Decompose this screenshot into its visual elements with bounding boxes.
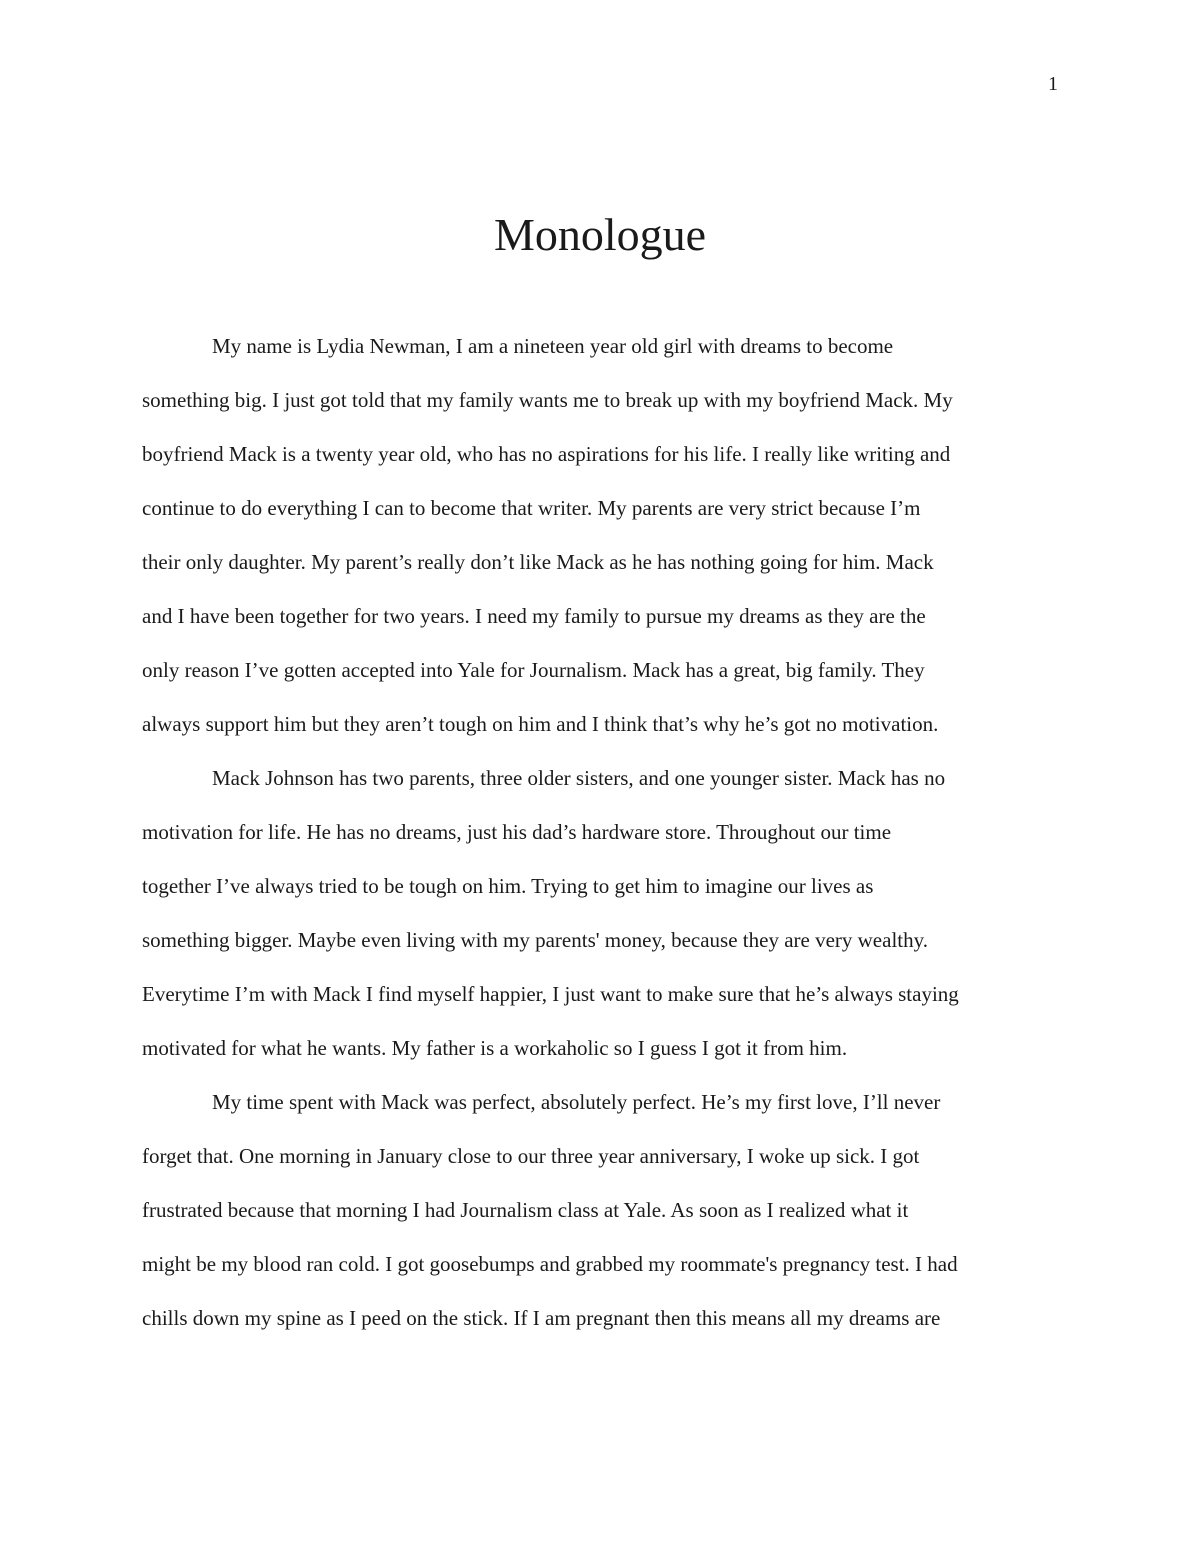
text-line: only reason I’ve gotten accepted into Yale for Journalism. Mack has a great, big family. They (142, 658, 925, 682)
text-line: together I’ve always tried to be tough on him. Trying to get him to imagine our lives as (142, 874, 874, 898)
text-line: something bigger. Maybe even living with my parents' money, because they are very wealthy. (142, 928, 929, 952)
text-line: and I have been together for two years. I need my family to pursue my dreams as they are the (142, 604, 926, 628)
text-line: their only daughter. My parent’s really don’t like Mack as he has nothing going for him. Mack (142, 550, 934, 574)
document-title: Monologue (493, 209, 707, 260)
text-line: chills down my spine as I peed on the stick. If I am pregnant then this means all my dreams are (142, 1306, 941, 1330)
text-line: Everytime I’m with Mack I find myself happier, I just want to make sure that he’s always staying (142, 982, 959, 1006)
text-line: motivated for what he wants. My father is a workaholic so I guess I got it from him. (142, 1036, 848, 1060)
page-number: 1 (1048, 73, 1058, 95)
text-line: My name is Lydia Newman, I am a nineteen year old girl with dreams to become (212, 334, 894, 358)
text-line: My time spent with Mack was perfect, absolutely perfect. He’s my first love, I’ll never (212, 1090, 941, 1114)
text-line: might be my blood ran cold. I got goosebumps and grabbed my roommate's pregnancy test. I had (142, 1252, 958, 1276)
document-body (142, 332, 1072, 1358)
text-line: something big. I just got told that my family wants me to break up with my boyfriend Mack. My (142, 388, 953, 412)
text-line: motivation for life. He has no dreams, just his dad’s hardware store. Throughout our time (142, 820, 892, 844)
text-line: always support him but they aren’t tough on him and I think that’s why he’s got no motivation. (142, 712, 939, 736)
text-line: Mack Johnson has two parents, three older sisters, and one younger sister. Mack has no (212, 766, 946, 790)
text-line: boyfriend Mack is a twenty year old, who has no aspirations for his life. I really like writing and (142, 442, 951, 466)
text-line: continue to do everything I can to become that writer. My parents are very strict because I’m (142, 496, 921, 520)
text-line: forget that. One morning in January close to our three year anniversary, I woke up sick. I got (142, 1144, 920, 1168)
text-line: frustrated because that morning I had Journalism class at Yale. As soon as I realized what it (142, 1198, 909, 1222)
